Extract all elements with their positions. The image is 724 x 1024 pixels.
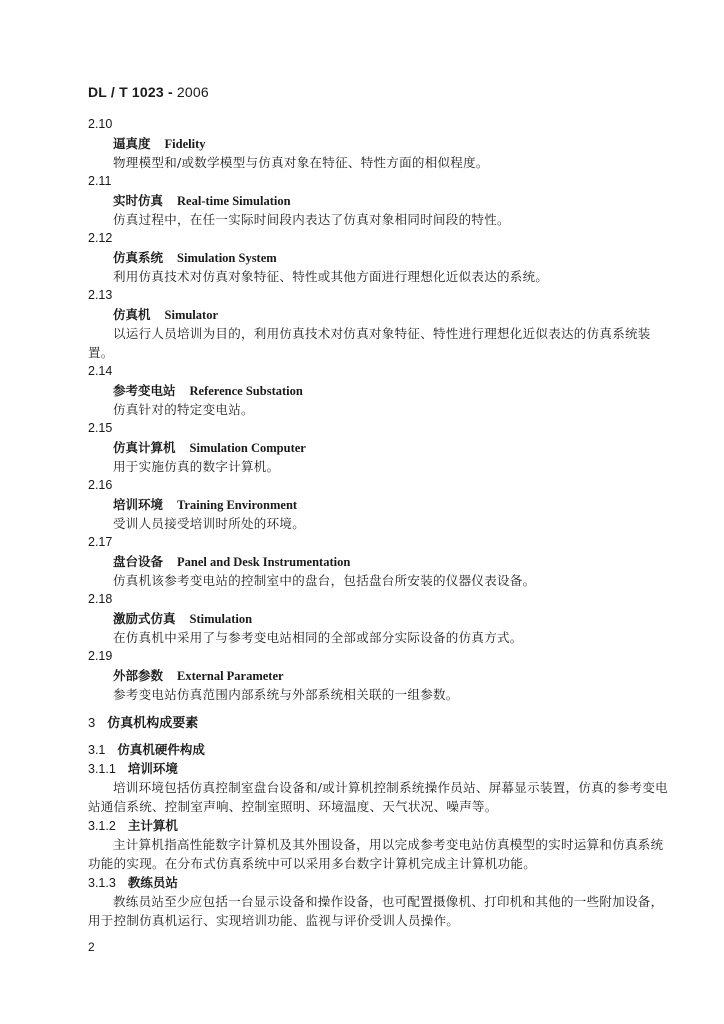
term-zh: 外部参数: [113, 668, 164, 683]
entry-number: 2.12: [88, 231, 113, 245]
term-en: Training Environment: [177, 498, 298, 512]
entry-definition: 仿真针对的特定变电站。: [113, 402, 254, 417]
entry-number: 2.19: [88, 649, 113, 663]
subsection-paragraph: 培训环境包括仿真控制室盘台设备和/或计算机控制系统操作员站、屏幕显示装置，仿真的参考变电站通信系统、控制室声响、控制室照明、环境温度、天气状况、噪声等。: [88, 780, 668, 814]
page-number: 2: [88, 940, 95, 954]
entry-term: [88, 305, 668, 324]
entry-number: 2.14: [88, 364, 113, 378]
entry-definition: 仿真过程中，在任一实际时间段内表达了仿真对象相同时间段的特性。: [113, 212, 510, 227]
subsection-title: 培训环境: [127, 761, 178, 776]
section-title: 仿真机构成要素: [107, 716, 199, 731]
subsection-title: 主计算机: [127, 818, 178, 833]
entry-definition: 利用仿真技术对仿真对象特征、特性或其他方面进行理想化近似表达的系统。: [113, 269, 549, 284]
subsection-paragraph: 教练员站至少应包括一台显示设备和操作设备，也可配置摄像机、打印机和其他的一些附加设备，用于控制仿真机运行、实现培训功能、监视与评价受训人员操作。: [88, 894, 664, 928]
subsection-heading: [88, 759, 668, 778]
subsection-heading: [88, 816, 668, 835]
term-en: Fidelity: [164, 137, 206, 151]
definition-entry: [88, 533, 668, 590]
entry-number: 2.13: [88, 288, 113, 302]
header-dash: -: [163, 84, 177, 100]
term-en: Simulation System: [177, 251, 277, 265]
definition-entry: [88, 229, 668, 286]
term-en: Simulation Computer: [189, 441, 306, 455]
entry-number: 2.11: [88, 174, 112, 188]
entry-definition: 参考变电站仿真范围内部系统与外部系统相关联的一组参数。: [113, 687, 459, 702]
entry-definition: 受训人员接受培训时所处的环境。: [113, 516, 306, 531]
term-en: Simulator: [164, 308, 218, 322]
entry-number: 2.10: [88, 117, 113, 131]
entry-term: [88, 248, 668, 267]
section-number: 3: [88, 715, 96, 730]
entry-term: [88, 552, 668, 571]
term-zh: 仿真系统: [113, 250, 164, 265]
entry-number: 2.18: [88, 592, 113, 606]
subsection-title: 教练员站: [127, 875, 178, 890]
entry-number: 2.17: [88, 535, 113, 549]
definition-entry: [88, 172, 668, 229]
standard-code: DL / T 1023: [88, 84, 164, 100]
subsection-number: 3.1.2: [88, 819, 116, 833]
entry-definition: 物理模型和/或数学模型与仿真对象在特征、特性方面的相似程度。: [113, 155, 489, 170]
term-zh: 培训环境: [113, 497, 164, 512]
entry-term: [88, 609, 668, 628]
term-zh: 逼真度: [113, 136, 151, 151]
term-en: External Parameter: [177, 669, 284, 683]
term-zh: 仿真机: [113, 307, 151, 322]
subsection-3-1-1: [88, 759, 668, 816]
term-en: Panel and Desk Instrumentation: [177, 555, 351, 569]
definition-entry: [88, 286, 668, 362]
entry-definition: 以运行人员培训为目的，利用仿真技术对仿真对象特征、特性进行理想化近似表达的仿真系统装置。: [88, 326, 651, 360]
entry-definition: 仿真机该参考变电站的控制室中的盘台，包括盘台所安装的仪器仪表设备。: [113, 573, 536, 588]
entry-number: 2.16: [88, 478, 113, 492]
definition-entry: [88, 647, 668, 704]
section-heading: [88, 712, 198, 731]
definitions-list: [88, 115, 668, 704]
standard-year: 2006: [176, 84, 209, 100]
subsection-heading: [88, 873, 668, 892]
subsection-number: 3.1.3: [88, 876, 116, 890]
term-zh: 仿真计算机: [113, 440, 176, 455]
entry-term: [88, 381, 668, 400]
subsection-number: 3.1.1: [88, 762, 116, 776]
entry-term: [88, 438, 668, 457]
entry-term: [88, 495, 668, 514]
definition-entry: [88, 419, 668, 476]
subsection-title: 仿真机硬件构成: [117, 742, 205, 757]
term-zh: 激励式仿真: [113, 611, 176, 626]
term-zh: 参考变电站: [113, 383, 176, 398]
entry-term: [88, 666, 668, 685]
term-zh: 实时仿真: [113, 193, 164, 208]
entry-definition: 在仿真机中采用了与参考变电站相同的全部或部分实际设备的仿真方式。: [113, 630, 523, 645]
subsection-paragraph: 主计算机指高性能数字计算机及其外围设备，用以完成参考变电站仿真模型的实时运算和仿真系统功能的实现。在分布式仿真系统中可以采用多台数字计算机完成主计算机功能。: [88, 837, 664, 871]
definition-entry: [88, 115, 668, 172]
definition-entry: [88, 590, 668, 647]
subsection-3-1-3: [88, 873, 668, 930]
entry-term: [88, 191, 668, 210]
subsection-3-1-2: [88, 816, 668, 873]
subsection-heading: [88, 740, 668, 759]
entry-number: 2.15: [88, 421, 113, 435]
term-en: Reference Substation: [189, 384, 303, 398]
term-en: Real-time Simulation: [177, 194, 291, 208]
entry-term: [88, 134, 668, 153]
subsection-number: 3.1: [88, 743, 106, 757]
definition-entry: [88, 362, 668, 419]
entry-definition: 用于实施仿真的数字计算机。: [113, 459, 280, 474]
term-zh: 盘台设备: [113, 554, 164, 569]
definition-entry: [88, 476, 668, 533]
document-header: [88, 84, 209, 100]
term-en: Stimulation: [189, 612, 253, 626]
subsection-3-1: [88, 740, 668, 759]
